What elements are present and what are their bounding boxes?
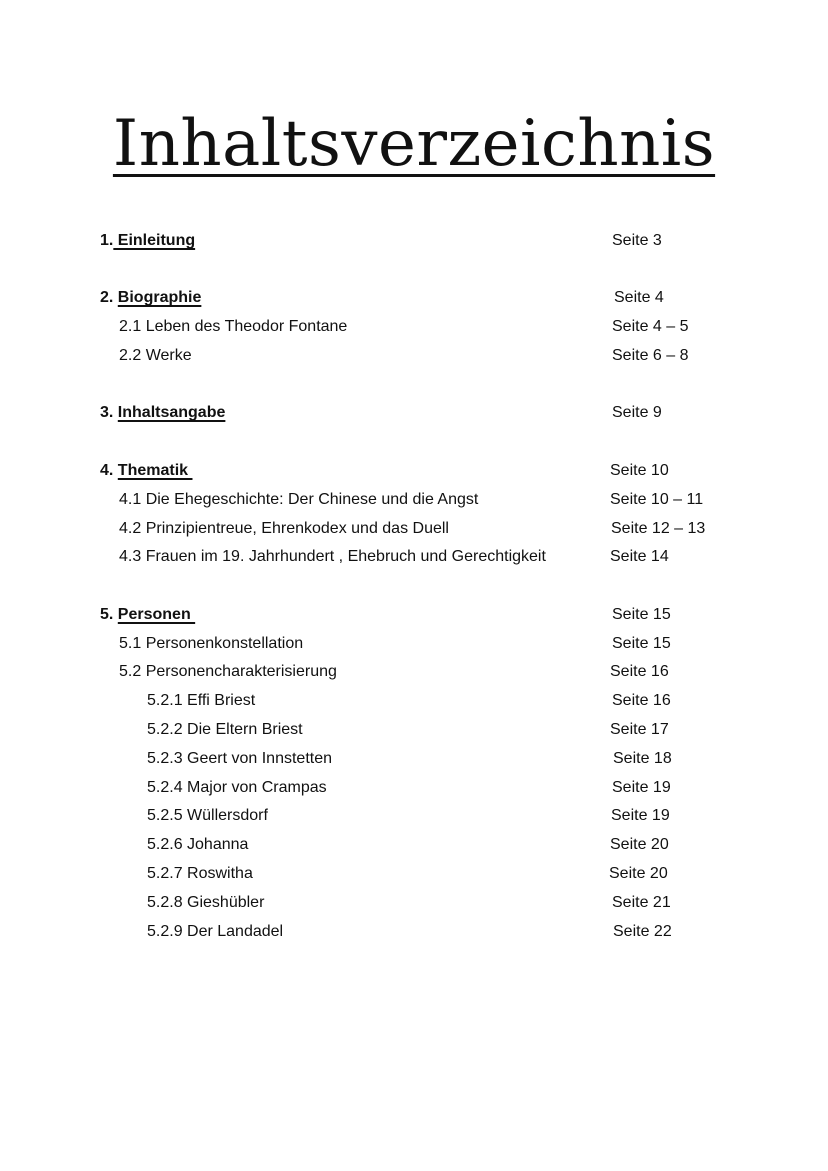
toc-entry-personen [0,602,828,628]
toc-entry-heading: Personen [117,606,196,623]
toc-entry-number: 3. [100,404,114,421]
toc-entry-label: 5.2.3 Geert von Innstetten [147,750,333,767]
toc-entry-heading: Inhaltsangabe [117,404,226,421]
toc-entry-label: 5.2.4 Major von Crampas [147,779,327,796]
toc-entry-personencharakterisierung [0,659,828,685]
toc-entry-page: Seite 22 [613,923,672,940]
toc-entry-label [100,602,195,628]
toc-entry-page: Seite 18 [613,750,672,767]
toc-entry-johanna [0,832,828,858]
toc-entry-label: 4.2 Prinzipientreue, Ehrenkodex und das Duell [119,520,449,537]
toc-entry-number: 4. [100,462,114,479]
toc-entry-label [100,458,192,484]
toc-entry-label [100,400,225,426]
toc-entry-inhaltsangabe [0,400,828,426]
page-title [0,104,828,184]
toc-entry-page: Seite 10 [610,462,669,479]
toc-entry-heading: Biographie [117,289,202,306]
toc-entry-label: 2.1 Leben des Theodor Fontane [119,318,348,335]
toc-entry-page: Seite 19 [611,807,670,824]
toc-entry-label: 5.2 Personencharakterisierung [119,663,337,680]
toc-entry-page: Seite 9 [612,404,662,421]
toc-entry-heading: Thematik [117,462,193,479]
toc-entry-label: 5.2.8 Gieshübler [147,894,265,911]
toc-entry-innstetten [0,746,828,772]
toc-entry-page: Seite 14 [610,548,669,565]
toc-entry-frauen [0,544,828,570]
toc-entry-wuellersdorf [0,803,828,829]
toc-entry-label: 5.2.9 Der Landadel [147,923,284,940]
toc-entry-label: 4.1 Die Ehegeschichte: Der Chinese und die Angst [119,491,479,508]
toc-entry-label: 4.3 Frauen im 19. Jahrhundert , Ehebruch und Gerechtigkeit [119,548,546,565]
toc-entry-prinzipientreue [0,516,828,542]
toc-entry-page: Seite 17 [610,721,669,738]
toc-entry-page: Seite 6 – 8 [612,347,689,364]
page-title-text: Inhaltsverzeichnis [112,107,716,181]
toc-entry-page: Seite 19 [612,779,671,796]
toc-entry-label: 2.2 Werke [119,347,192,364]
toc-entry-page: Seite 4 [614,289,664,306]
toc-entry-page: Seite 12 – 13 [611,520,706,537]
toc-entry-thematik [0,458,828,484]
toc-entry-label: 5.2.5 Wüllersdorf [147,807,268,824]
toc-entry-page: Seite 20 [609,865,668,882]
toc-entry-label: 5.2.1 Effi Briest [147,692,256,709]
toc-entry-eltern-briest [0,717,828,743]
toc-entry-heading: Einleitung [113,232,196,249]
toc-entry-roswitha [0,861,828,887]
toc-entry-crampas [0,775,828,801]
toc-entry-number: 5. [100,606,114,623]
toc-entry-werke [0,343,828,369]
toc-entry-label: 5.1 Personenkonstellation [119,635,304,652]
toc-entry-landadel [0,919,828,945]
toc-entry-ehegeschichte [0,487,828,513]
toc-entry-label [100,228,195,254]
toc-entry-page: Seite 16 [612,692,671,709]
toc-entry-label: 5.2.6 Johanna [147,836,249,853]
toc-entry-page: Seite 21 [612,894,671,911]
toc-entry-page: Seite 20 [610,836,669,853]
toc-entry-label [100,285,201,311]
toc-entry-gieshuebler [0,890,828,916]
toc-entry-einleitung [0,228,828,254]
toc-entry-page: Seite 16 [610,663,669,680]
toc-entry-label: 5.2.7 Roswitha [147,865,253,882]
toc-entry-label: 5.2.2 Die Eltern Briest [147,721,303,738]
toc-entry-personenkonstellation [0,631,828,657]
toc-entry-page: Seite 3 [612,232,662,249]
toc-entry-effi-briest [0,688,828,714]
toc-entry-page: Seite 4 – 5 [612,318,689,335]
toc-entry-page: Seite 15 [612,606,671,623]
toc-entry-page: Seite 10 – 11 [610,491,704,508]
toc-entry-biographie [0,285,828,311]
toc-entry-number: 1. [100,232,114,249]
toc-entry-leben [0,314,828,340]
toc-entry-page: Seite 15 [612,635,671,652]
toc-entry-number: 2. [100,289,114,306]
